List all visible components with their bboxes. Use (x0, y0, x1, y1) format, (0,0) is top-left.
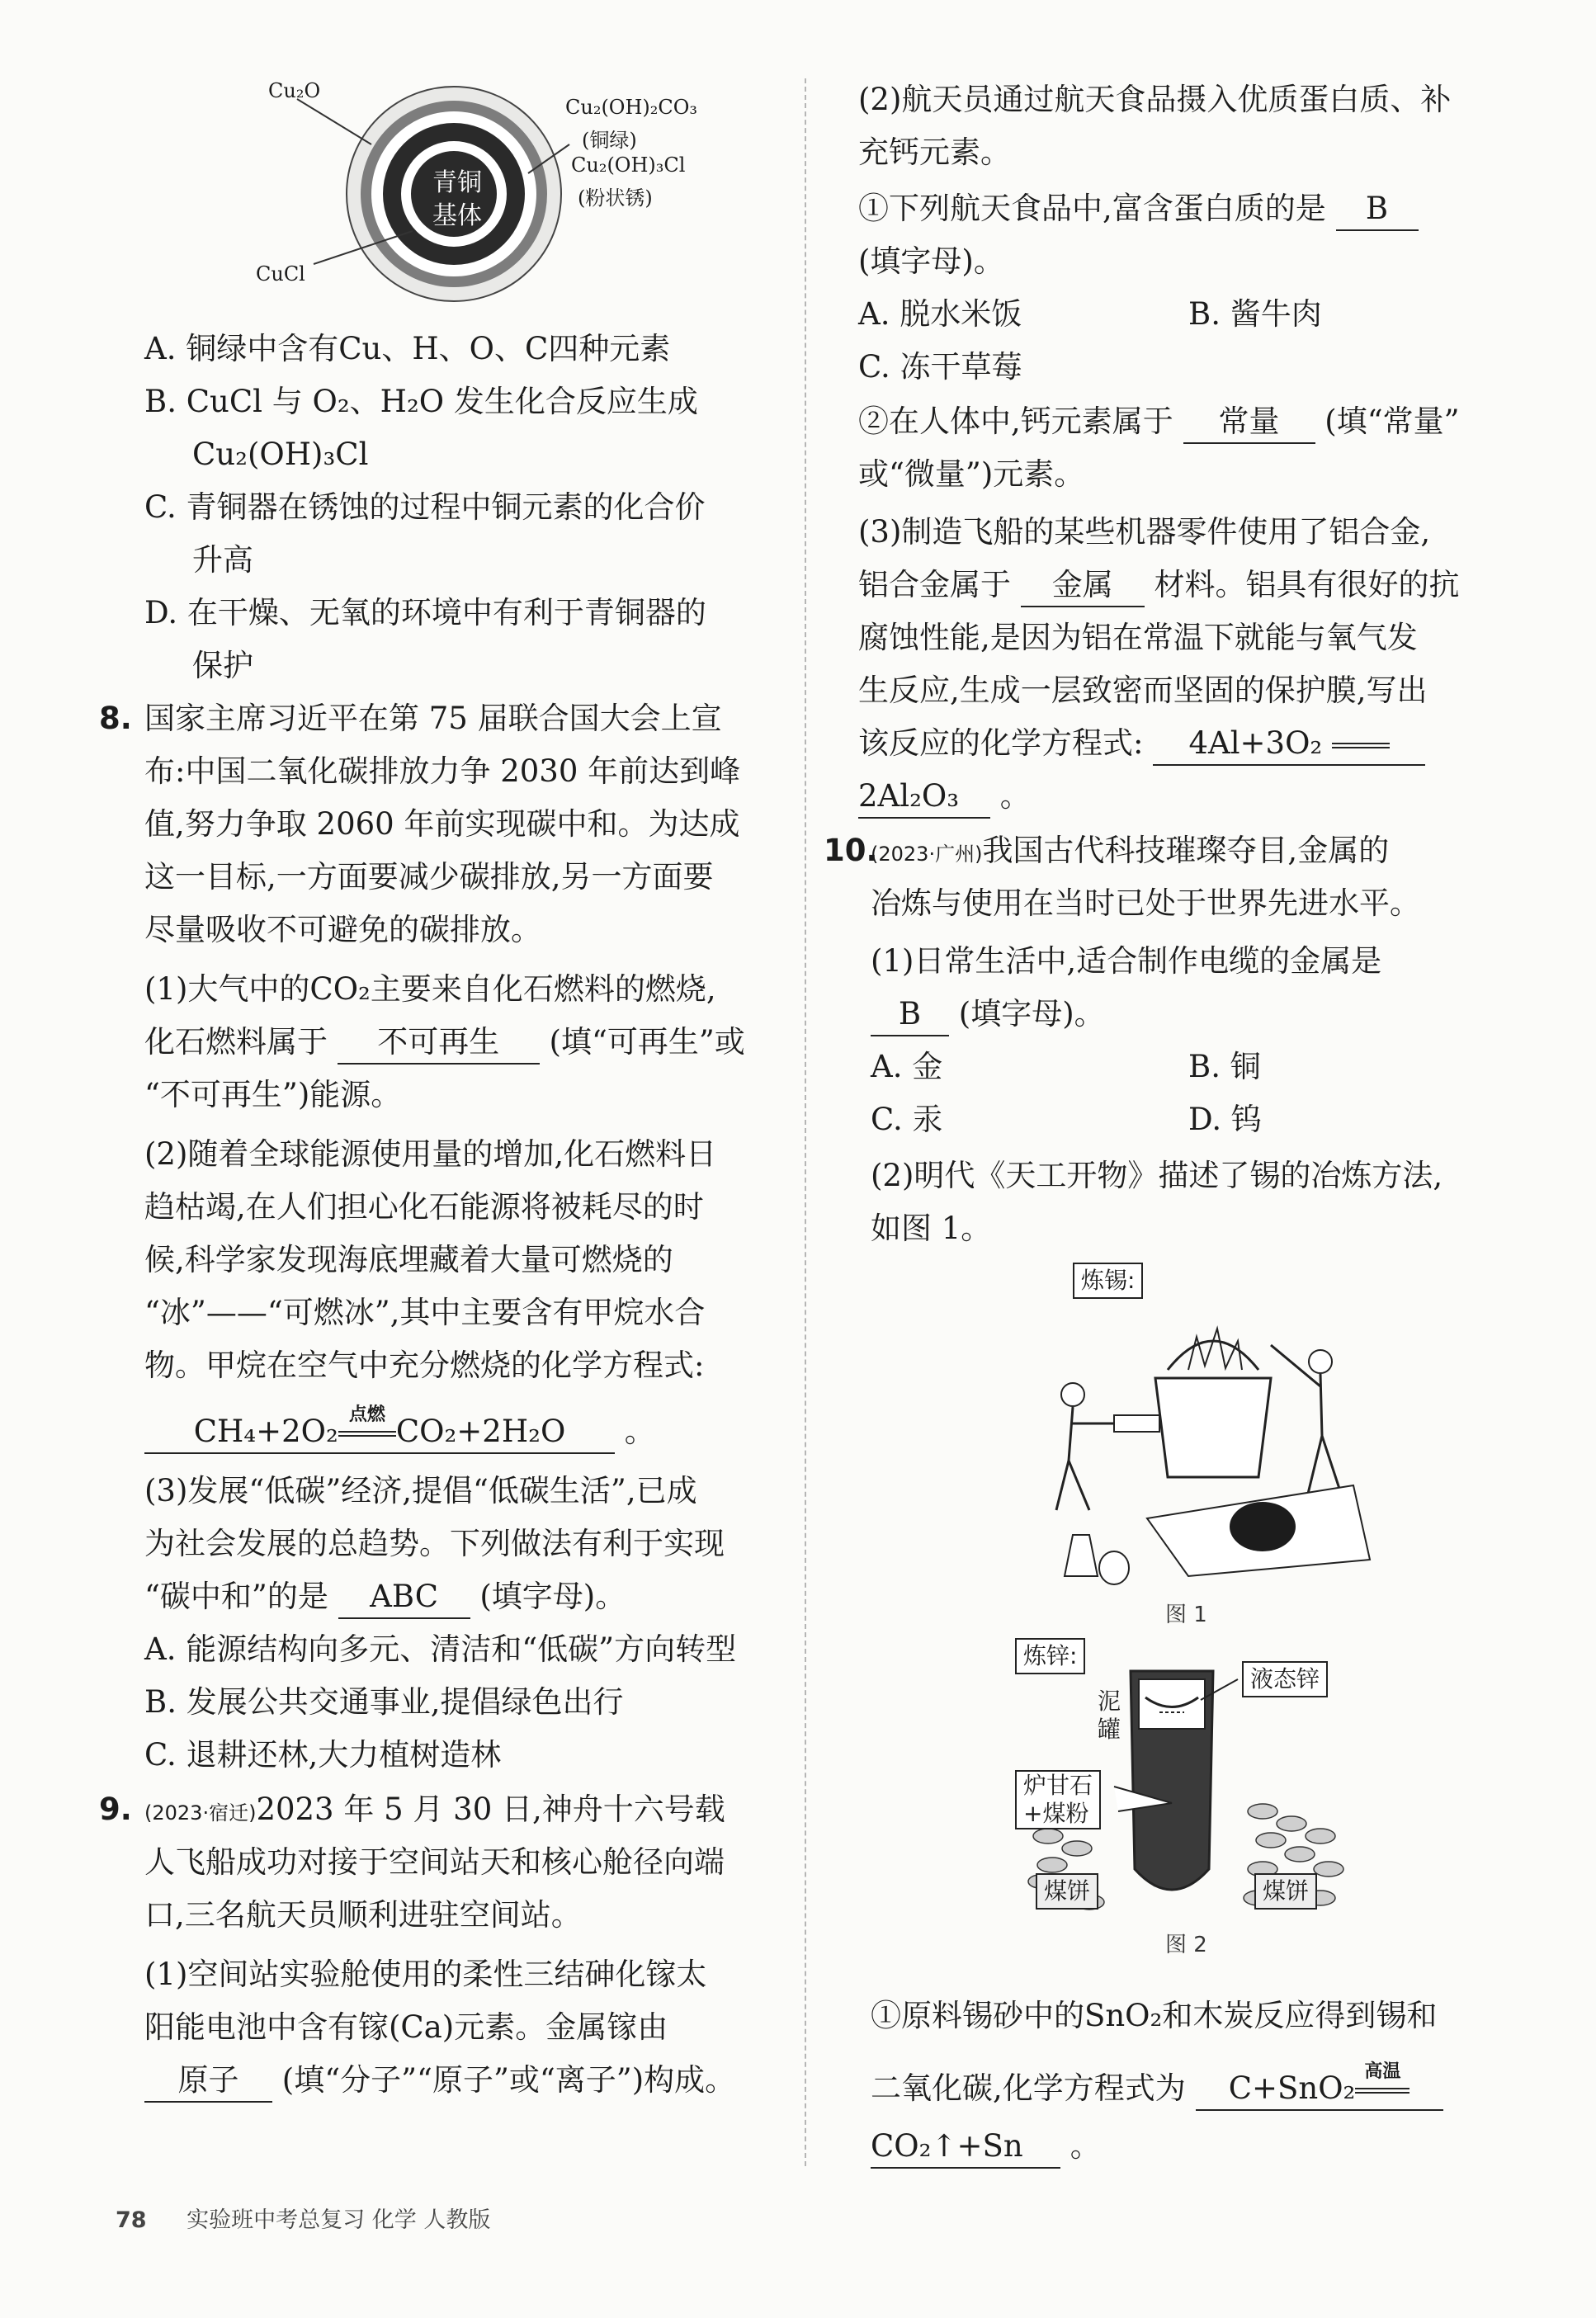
q10-part1-line1: (1)日常生活中,适合制作电缆的金属是 (871, 943, 1382, 979)
q8-part1-suffix: (填“可再生”或 (549, 1024, 745, 1060)
column-divider (805, 78, 806, 2166)
q7-option-c-line2: 升高 (192, 542, 253, 578)
q8-part3-line3 (144, 1576, 626, 1619)
q7-option-c-line1: C. 青铜器在锈蚀的过程中铜元素的化合价 (144, 489, 706, 525)
q8-part3-prefix: “碳中和”的是 (144, 1579, 328, 1614)
ore-label (1015, 1770, 1101, 1829)
q8-part3-suffix: (填字母)。 (479, 1579, 626, 1614)
q8-stem-line3: 值,努力争取 2060 年前实现碳中和。为达成 (144, 806, 740, 842)
figure-2-caption: 图 2 (1165, 1933, 1207, 1957)
q9-part3-answer: 金属 (1021, 564, 1145, 607)
coal-cake-right-label: 煤饼 (1254, 1873, 1317, 1910)
q8-eq-left: CH₄+2O₂ (193, 1414, 338, 1449)
q9-part2-q2-prefix: ②在人体中,钙元素属于 (858, 404, 1173, 439)
figure-2-label: 炼锌: (1015, 1638, 1085, 1674)
q10-sub1-prefix: 二氧化碳,化学方程式为 (871, 2070, 1186, 2106)
q10-sub1-line2 (871, 2061, 1443, 2111)
q10-option-a: A. 金 (871, 1049, 943, 1084)
q9-part3-line1: (3)制造飞船的某些机器零件使用了铝合金, (858, 514, 1431, 550)
q10-stem-text: 我国古代科技璀璨夺目,金属的 (982, 833, 1390, 868)
q10-eq-left-text: C+SnO₂ (1228, 2070, 1356, 2106)
q9-part2-q1-answer: B (1336, 188, 1419, 231)
cu2o-label: Cu₂O (268, 79, 321, 102)
q8-option-a: A. 能源结构向多元、清洁和“低碳”方向转型 (144, 1631, 737, 1667)
q9-eq-left-text: 4Al+3O₂ (1188, 725, 1323, 761)
q9-stem-line1 (144, 1789, 725, 1834)
q8-stem-line2: 布:中国二氧化碳排放力争 2030 年前达到峰 (144, 753, 741, 789)
q7-option-b-line1: B. CuCl 与 O₂、H₂O 发生化合反应生成 (144, 384, 698, 419)
q8-eq-condition (338, 1404, 396, 1452)
q8-part2-line1: (2)随着全球能源使用量的增加,化石燃料日 (144, 1136, 717, 1172)
q9-part3-eq-left (1153, 723, 1425, 766)
q9-part3-line4: 生反应,生成一层致密而坚固的保护膜,写出 (858, 673, 1428, 708)
q9-part3-prefix: 铝合金属于 (858, 567, 1011, 602)
coal-cake-left-label: 煤饼 (1036, 1873, 1098, 1910)
q9-part2-q1-line1 (858, 188, 1419, 231)
q10-sub1-line1: ①原料锡砂中的SnO₂和木炭反应得到锡和 (871, 1998, 1438, 2033)
q9-part3-eq-right: 2Al₂O₃ (858, 776, 990, 819)
q9-part1-line3 (144, 2060, 735, 2103)
q9-part2-line1: (2)航天员通过航天食品摄入优质蛋白质、补 (858, 82, 1452, 117)
q8-part1-answer: 不可再生 (338, 1022, 540, 1065)
q8-part2-line4: “冰”——“可燃冰”,其中主要含有甲烷水合 (144, 1295, 706, 1330)
book-title: 实验班中考总复习 化学 人教版 (187, 2207, 491, 2233)
tin-smelting-drawing (1023, 1263, 1386, 1593)
q9-stem-text: 2023 年 5 月 30 日,神舟十六号载 (256, 1792, 725, 1827)
fenzhuang-formula: Cu₂(OH)₃Cl (571, 153, 686, 177)
q10-option-d: D. 钨 (1188, 1102, 1262, 1137)
q10-source: (2023·广州) (871, 843, 983, 866)
q7-option-d-line2: 保护 (192, 648, 253, 683)
q9-stem-line2: 人飞船成功对接于空间站天和核心舱径向端 (144, 1844, 725, 1880)
fenzhuang-name: (粉状锈) (578, 186, 653, 210)
page-number: 78 (116, 2207, 147, 2233)
tonglv-name: (铜绿) (582, 129, 637, 152)
q9-part2-line2: 充钙元素。 (858, 135, 1011, 170)
q10-sub1-end: 。 (1070, 2128, 1101, 2164)
figure-2-zinc-smelting (1015, 1638, 1386, 1919)
q7-option-a: A. 铜绿中含有Cu、H、O、C四种元素 (144, 331, 671, 366)
cucl-label: CuCl (256, 262, 305, 286)
q8-part1-line3: “不可再生”)能源。 (144, 1077, 402, 1112)
q10-eq-cond-text: 高温 (1364, 2061, 1401, 2082)
q9-part1-line1: (1)空间站实验舱使用的柔性三结砷化镓太 (144, 1957, 707, 1992)
q8-part3-line2: 为社会发展的总趋势。下列做法有利于实现 (144, 1526, 725, 1561)
q8-part2-line3: 候,科学家发现海底埋藏着大量可燃烧的 (144, 1242, 673, 1277)
q8-stem-line1: 国家主席习近平在第 75 届联合国大会上宣 (144, 701, 722, 736)
ore-label-line1: 炉甘石 (1023, 1772, 1093, 1799)
q9-part2-q2-suffix: (填“常量” (1324, 404, 1460, 439)
q9-part2-option-c: C. 冻干草莓 (858, 349, 1022, 385)
q10-option-b: B. 铜 (1188, 1049, 1261, 1084)
tonglv-formula: Cu₂(OH)₂CO₃ (565, 96, 698, 119)
figure-1-caption: 图 1 (1165, 1603, 1207, 1627)
q8-stem-line4: 这一目标,一方面要减少碳排放,另一方面要 (144, 859, 714, 895)
q9-part3-line6 (858, 776, 1031, 819)
q8-part3-answer: ABC (338, 1576, 470, 1619)
q9-part2-option-a: A. 脱水米饭 (858, 296, 1022, 332)
bronze-corrosion-diagram (231, 74, 698, 314)
q9-part1-answer: 原子 (144, 2060, 272, 2103)
q9-part2-q2-answer: 常量 (1183, 401, 1315, 444)
q7-option-d-line1: D. 在干燥、无氧的环境中有利于青铜器的 (144, 595, 706, 630)
q8-part3-line1: (3)发展“低碳”经济,提倡“低碳生活”,已成 (144, 1473, 697, 1508)
q8-part2-line5: 物。甲烷在空气中充分燃烧的化学方程式: (144, 1348, 705, 1383)
q10-sub1-eq-right: CO₂↑+Sn (871, 2126, 1060, 2169)
q10-sub1-line3 (871, 2126, 1101, 2169)
q8-eq-cond-text: 点燃 (348, 1404, 385, 1425)
q8-part2-equation (144, 1404, 655, 1454)
q8-part1-line1: (1)大气中的CO₂主要来自化石燃料的燃烧, (144, 971, 716, 1007)
q9-source: (2023·宿迁) (144, 1801, 257, 1825)
q9-part3-eq-prefix: 该反应的化学方程式: (858, 725, 1144, 761)
center-label-1: 青铜 (432, 168, 482, 197)
q9-part2-q2-line2: 或“微量”)元素。 (858, 456, 1085, 492)
q8-number: 8. (99, 701, 132, 736)
q8-part2-line2: 趋枯竭,在人们担心化石能源将被耗尽的时 (144, 1189, 704, 1225)
q8-eq-right: CO₂+2H₂O (395, 1414, 566, 1449)
q10-option-c: C. 汞 (871, 1102, 943, 1137)
q9-part2-q2-line1 (858, 401, 1460, 444)
page-footer (116, 2202, 490, 2234)
q8-part1-line2 (144, 1022, 745, 1065)
q9-part3-suffix: 材料。铝具有很好的抗 (1154, 567, 1460, 602)
q10-part2-line2: 如图 1。 (871, 1211, 992, 1246)
q10-part1-answer: B (871, 994, 949, 1036)
q7-option-b-line2: Cu₂(OH)₃Cl (192, 437, 369, 472)
center-label-2: 基体 (432, 201, 482, 230)
q10-stem-line1 (871, 830, 1389, 875)
q9-number: 9. (99, 1792, 132, 1827)
q10-number: 10. (824, 833, 878, 868)
q8-part1-prefix: 化石燃料属于 (144, 1024, 328, 1060)
q8-equation-answer (144, 1404, 615, 1454)
q9-part1-suffix: (填“分子”“原子”或“离子”)构成。 (281, 2062, 736, 2098)
q10-sub1-eq-left (1196, 2061, 1443, 2111)
q8-stem-line5: 尽量吸收不可避免的碳排放。 (144, 912, 541, 947)
q9-part3-line2 (858, 564, 1460, 607)
liquid-zinc-label: 液态锌 (1242, 1661, 1328, 1697)
q10-stem-line2: 冶炼与使用在当时已处于世界先进水平。 (871, 885, 1420, 921)
q9-part2-q1-line2: (填字母)。 (858, 243, 1004, 279)
clay-pot-label: 泥罐 (1098, 1688, 1121, 1743)
q9-stem-line3: 口,三名航天员顺利进驻空间站。 (144, 1897, 582, 1933)
q8-option-c: C. 退耕还林,大力植树造林 (144, 1737, 502, 1773)
ore-label-line2: +煤粉 (1023, 1800, 1089, 1827)
q9-part1-line2: 阳能电池中含有镓(Ca)元素。金属镓由 (144, 2009, 668, 2045)
q10-eq-condition (1355, 2061, 1409, 2109)
q9-part3-eq-end: 。 (999, 778, 1031, 814)
q9-part3-line3: 腐蚀性能,是因为铝在常温下就能与氧气发 (858, 620, 1418, 655)
figure-1-tin-smelting (1023, 1263, 1386, 1593)
q9-part3-line5 (858, 723, 1425, 766)
q8-option-b: B. 发展公共交通事业,提倡绿色出行 (144, 1684, 624, 1720)
q9-part2-option-b: B. 酱牛肉 (1188, 296, 1322, 332)
q10-part1-line2 (871, 994, 1105, 1036)
q9-part2-q1-prefix: ①下列航天食品中,富含蛋白质的是 (858, 191, 1326, 226)
q10-part1-suffix: (填字母)。 (958, 996, 1105, 1032)
q8-eq-end: 。 (624, 1414, 655, 1449)
figure-1-label: 炼锡: (1073, 1263, 1143, 1299)
q10-part2-line1: (2)明代《天工开物》描述了锡的冶炼方法, (871, 1158, 1443, 1193)
